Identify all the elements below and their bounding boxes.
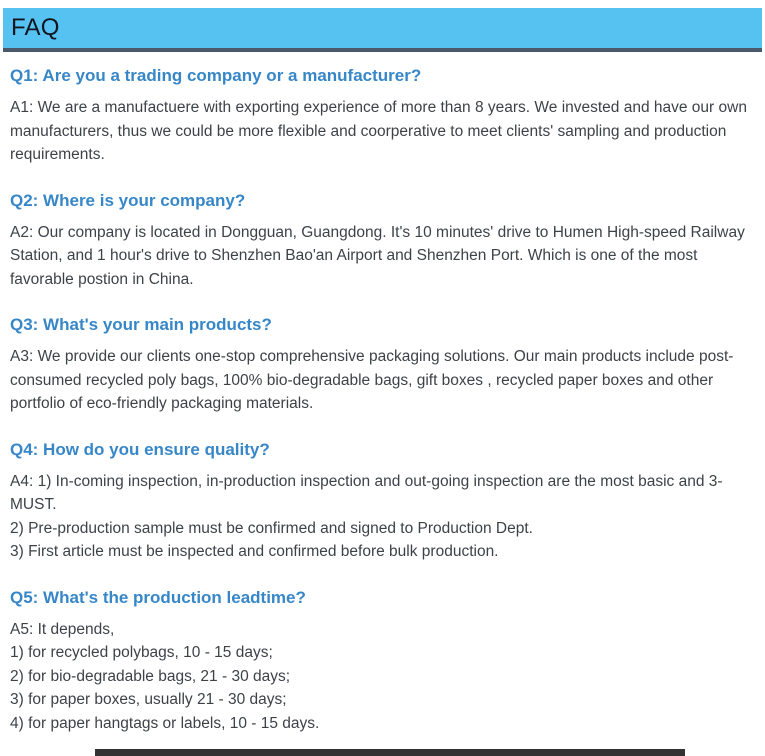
faq-answer-line: A5: It depends, — [10, 620, 115, 638]
faq-content — [0, 52, 765, 735]
next-section-bar-edge — [95, 749, 685, 756]
faq-item-2 — [10, 190, 755, 292]
faq-answer-line: 2) Pre-production sample must be confirmed and signed to Production Dept. — [10, 519, 533, 537]
faq-question: Q1: Are you a trading company or a manufacturer? — [10, 66, 422, 85]
faq-item-5 — [10, 587, 755, 736]
faq-header-bar — [3, 8, 762, 52]
faq-item-1 — [10, 65, 755, 167]
page-title: FAQ — [11, 14, 60, 41]
faq-answer-line: 3) for paper boxes, usually 21 - 30 days; — [10, 691, 287, 708]
faq-question: Q5: What's the production leadtime? — [10, 587, 306, 607]
faq-item-3 — [10, 314, 755, 416]
faq-question: Q2: Where is your company? — [10, 190, 246, 210]
faq-answer-line: 1) for recycled polybags, 10 - 15 days; — [10, 644, 273, 661]
faq-question: Q3: What's your main products? — [10, 315, 272, 334]
faq-answer-line: A3: We provide our clients one-stop comprehensive packaging solutions. Our main products include post-consumed recycled poly bags, 100% bio-degradable bags, gift boxes , recycled paper boxes and other portfolio of eco-friendly packaging materials. — [10, 348, 734, 412]
faq-question: Q4: How do you ensure quality? — [10, 439, 270, 459]
faq-answer-line: 2) for bio-degradable bags, 21 - 30 days; — [10, 667, 291, 685]
faq-item-4 — [10, 439, 755, 564]
faq-answer-line: A1: We are a manufactuere with exporting experience of more than 8 years. We invested and have our own manufacturers, thus we could be more flexible and coorperative to meet clients' sampling and production requirements. — [10, 99, 747, 163]
faq-answer-line: A2: Our company is located in Dongguan, Guangdong. It's 10 minutes' drive to Humen High-speed Railway Station, and 1 hour's drive to Shenzhen Bao'an Airport and Shenzhen Port. Which is one of the most favorable postion in China. — [10, 223, 745, 288]
faq-answer-line: 4) for paper hangtags or labels, 10 - 15 days. — [10, 714, 320, 732]
faq-answer-line: 3) First article must be inspected and confirmed before bulk production. — [10, 543, 499, 560]
faq-answer-line: A4: 1) In-coming inspection, in-production inspection and out-going inspection are the most basic and 3-MUST. — [10, 472, 723, 513]
